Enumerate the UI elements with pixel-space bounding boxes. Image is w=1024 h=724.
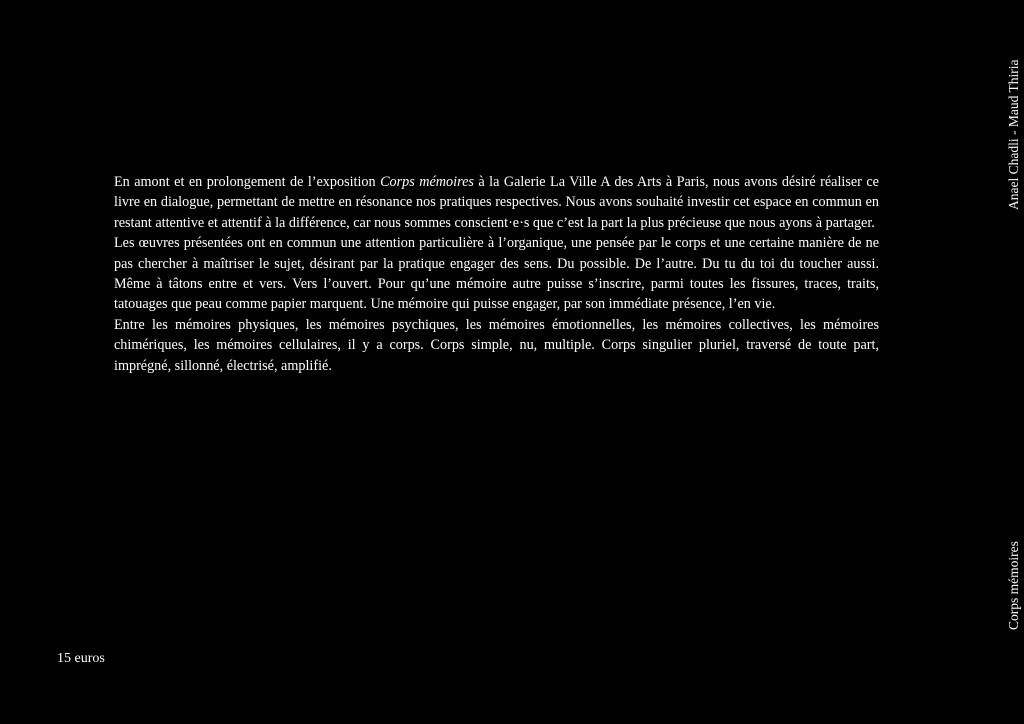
back-cover-text	[114, 172, 879, 376]
paragraph-works: Les œuvres présentées ont en commun une attention particulière à l’organique, une pensée par le corps et une certaine manière de ne pas chercher à maîtriser le sujet, désirant par la pratique engager des sens. Du possible. De l’autre. Du tu du toi du toucher aussi. Même à tâtons entre et vers. Vers l’ouvert. Pour qu’une mémoire autre puisse s’inscrire, parmi toutes les fissures, traces, traits, tatouages que peau comme papier marquent. Une mémoire qui puisse engager, par son immédiate présence, l’en vie.	[114, 235, 879, 313]
price-label: 15 euros	[57, 651, 105, 666]
intro-text-end: à la Galerie La Ville A des Arts à Paris, nous avons désiré réaliser ce livre en dialogue, permettant de mettre en résonance nos pratiques respectives. Nous avons souhaité investir cet espace en commun en restant attentive et attentif à la différence, car nous sommes conscient·e·s que c’est la part la plus précieuse que nous ayons à partager.	[114, 174, 879, 231]
paragraph-memories: Entre les mémoires physiques, les mémoires psychiques, les mémoires émotionnelles, les mémoires collectives, les mémoires chimériques, les mémoires cellulaires, il y a corps. Corps simple, nu, multiple. Corps singulier pluriel, traversé de toute part, imprégné, sillonné, électrisé, amplifié.	[114, 316, 879, 374]
paragraph-intro	[114, 172, 879, 233]
intro-text-start: En amont et en prolongement de l’exposition	[114, 174, 381, 190]
spine-authors: Anael Chadli - Maud Thiria	[1006, 60, 1021, 211]
exhibition-title: Corps mémoires	[380, 174, 474, 190]
spine-title: Corps mémoires	[1006, 541, 1021, 630]
